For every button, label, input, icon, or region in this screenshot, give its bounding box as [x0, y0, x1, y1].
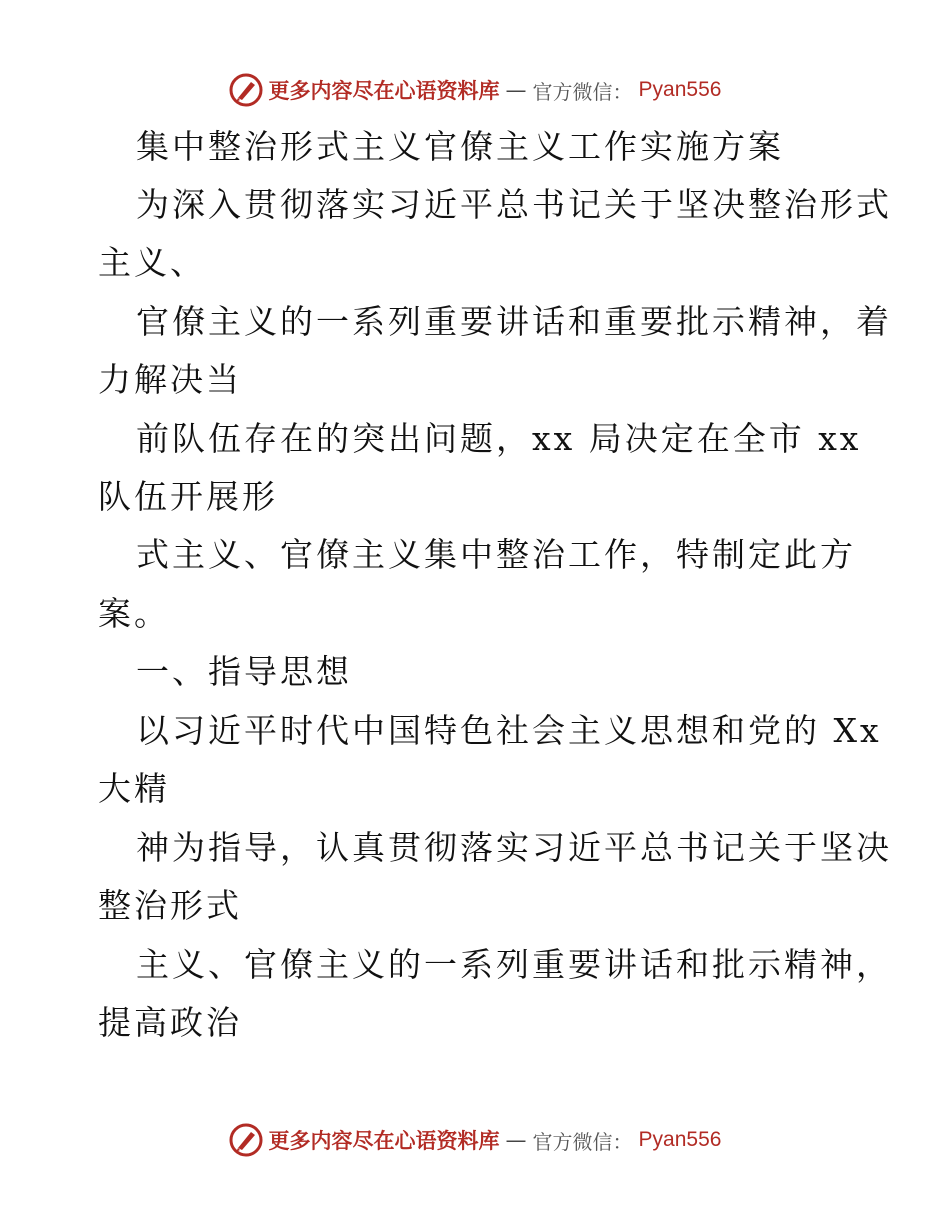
section-heading: 一、指导思想	[136, 652, 352, 691]
doc-line: 力解决当	[98, 360, 242, 399]
banner-wechat-id: Pyan556	[638, 78, 722, 101]
doc-line: 神为指导，认真贯彻落实习近平总书记关于坚决	[136, 828, 892, 867]
banner-site-name: 更多内容尽在心语资料库	[268, 1128, 500, 1153]
doc-line: 大精	[98, 769, 170, 808]
doc-line: 案。	[98, 594, 170, 633]
doc-line: 队伍开展形	[98, 477, 278, 516]
doc-line: 官僚主义的一系列重要讲话和重要批示精神，着	[136, 302, 892, 341]
banner-dash: —	[505, 78, 527, 102]
doc-line: 以习近平时代中国特色社会主义思想和党的 Xx	[136, 711, 882, 750]
pen-logo-icon	[229, 73, 263, 107]
doc-line: 主义、官僚主义的一系列重要讲话和批示精神，	[136, 945, 892, 984]
pen-logo-icon	[229, 1123, 263, 1157]
header-banner	[0, 70, 950, 110]
doc-line: 提高政治	[98, 1003, 242, 1042]
banner-dash: —	[505, 1128, 527, 1152]
banner-site-name: 更多内容尽在心语资料库	[268, 78, 500, 103]
banner-wechat-label: 官方微信：	[532, 79, 633, 104]
doc-line: 式主义、官僚主义集中整治工作，特制定此方	[136, 535, 856, 574]
banner-wechat-id: Pyan556	[638, 1128, 722, 1151]
doc-line: 为深入贯彻落实习近平总书记关于坚决整治形式	[136, 185, 892, 224]
doc-line: 主义、	[98, 243, 206, 282]
footer-banner	[0, 1120, 950, 1160]
doc-line: 前队伍存在的突出问题，xx 局决定在全市 xx	[136, 419, 862, 458]
doc-line: 整治形式	[98, 886, 242, 925]
banner-wechat-label: 官方微信：	[532, 1129, 633, 1154]
doc-title: 集中整治形式主义官僚主义工作实施方案	[136, 127, 784, 166]
